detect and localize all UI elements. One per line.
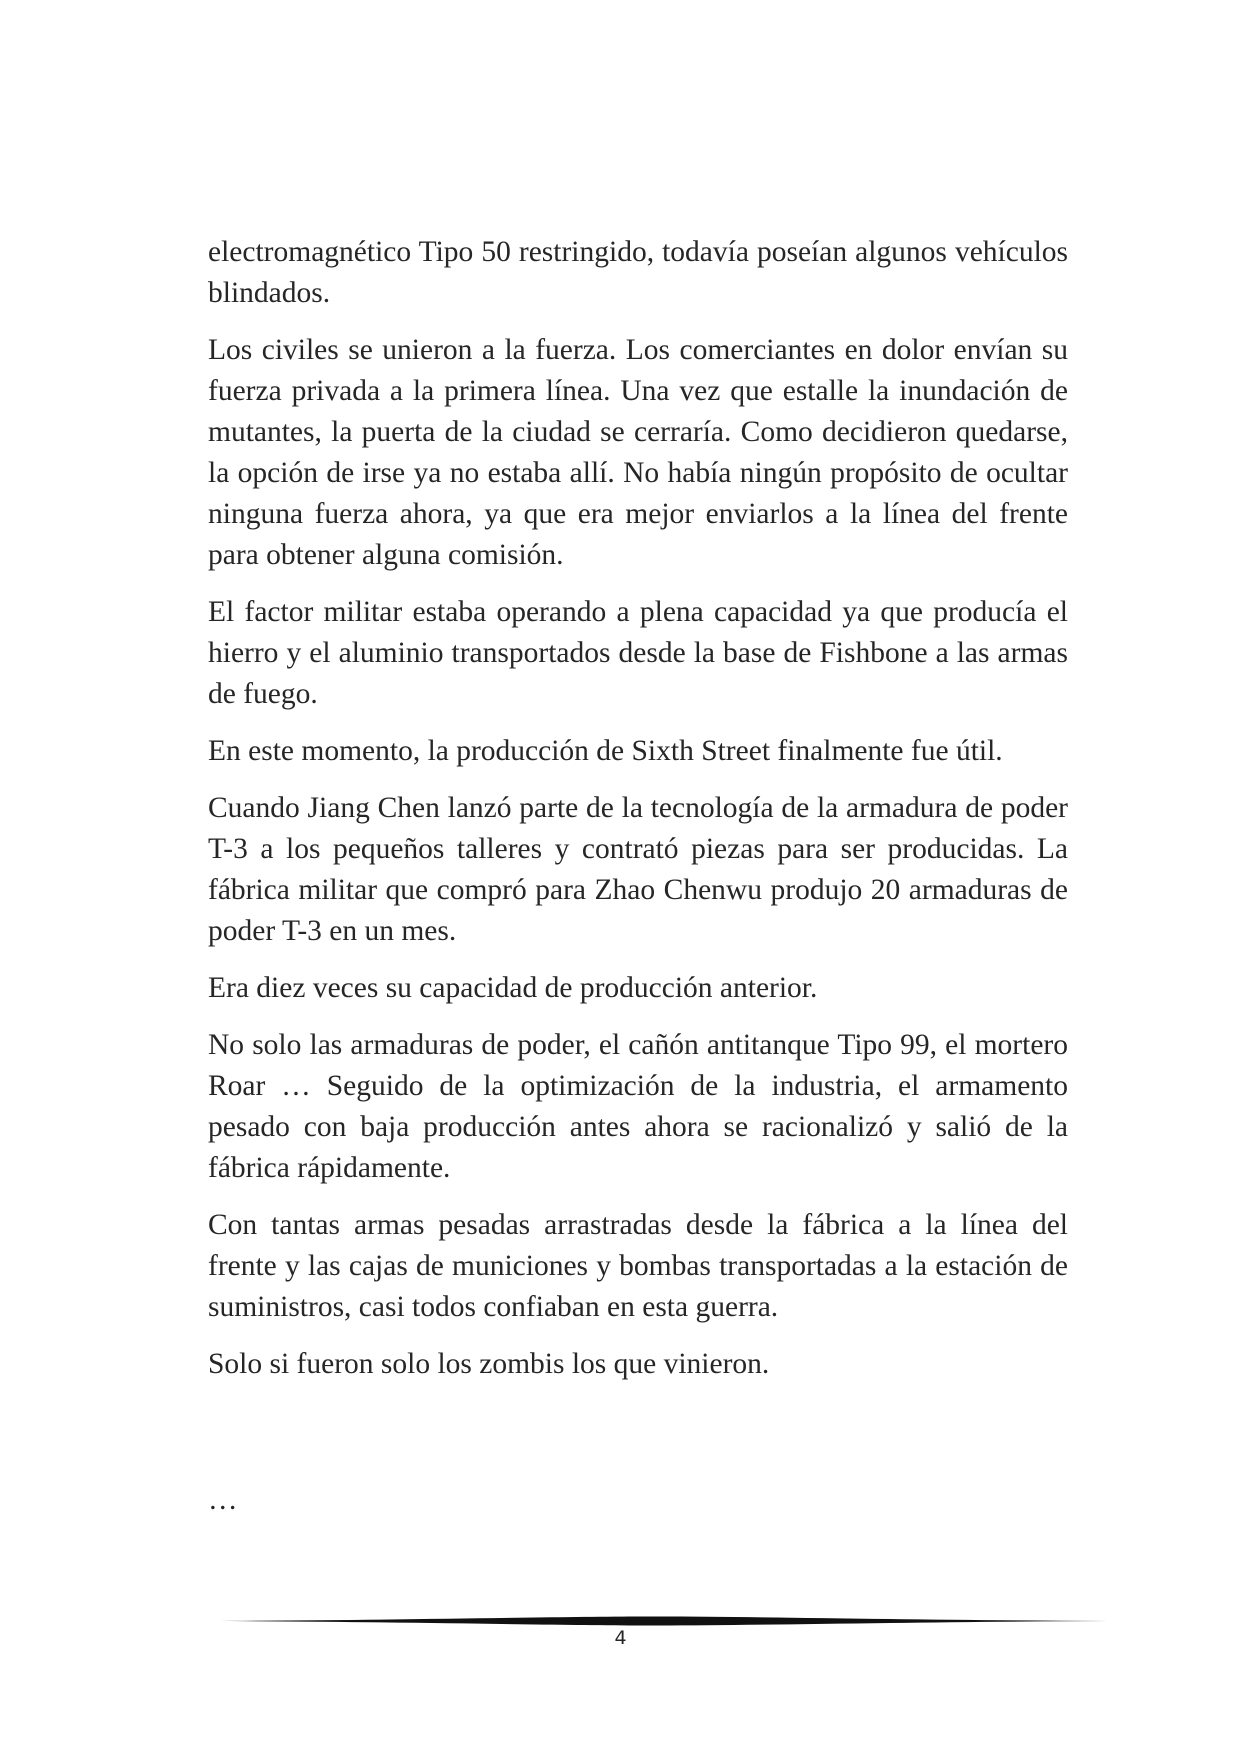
paragraph: electromagnético Tipo 50 restringido, todavía poseían algunos vehículos blindados. (208, 236, 1068, 309)
paragraph: El factor militar estaba operando a plena capacidad ya que producía el hierro y el aluminio transportados desde la base de Fishbone a las armas de fuego. (208, 596, 1068, 710)
paragraph: Cuando Jiang Chen lanzó parte de la tecnología de la armadura de poder T-3 a los pequeños talleres y contrató piezas para ser producidas. La fábrica militar que compró para Zhao Chenwu produjo 20 armaduras de poder T-3 en un mes. (208, 792, 1068, 947)
paragraph: En este momento, la producción de Sixth Street finalmente fue útil. (208, 735, 1003, 767)
paragraph: Los civiles se unieron a la fuerza. Los comerciantes en dolor envían su fuerza privada a la primera línea. Una vez que estalle la inundación de mutantes, la puerta de la ciudad se cerraría. Como decidieron quedarse, la opción de irse ya no estaba allí. No había ningún propósito de ocultar ninguna fuerza ahora, ya que era mejor enviarlos a la línea del frente para obtener alguna comisión. (208, 334, 1068, 571)
section-separator: … (208, 1484, 238, 1516)
page-number: 4 (614, 1627, 627, 1649)
paragraph: Era diez veces su capacidad de producción anterior. (208, 972, 818, 1004)
paragraph: No solo las armaduras de poder, el cañón antitanque Tipo 99, el mortero Roar … Seguido de la optimización de la industria, el armamento pesado con baja producción antes ahora se racionalizó y salió de la fábrica rápidamente. (208, 1029, 1068, 1184)
paragraph: Solo si fueron solo los zombis los que vinieron. (208, 1348, 770, 1380)
paragraph: Con tantas armas pesadas arrastradas desde la fábrica a la línea del frente y las cajas de municiones y bombas transportadas a la estación de suministros, casi todos confiaban en esta guerra. (208, 1209, 1068, 1323)
body-text (208, 232, 1068, 1401)
